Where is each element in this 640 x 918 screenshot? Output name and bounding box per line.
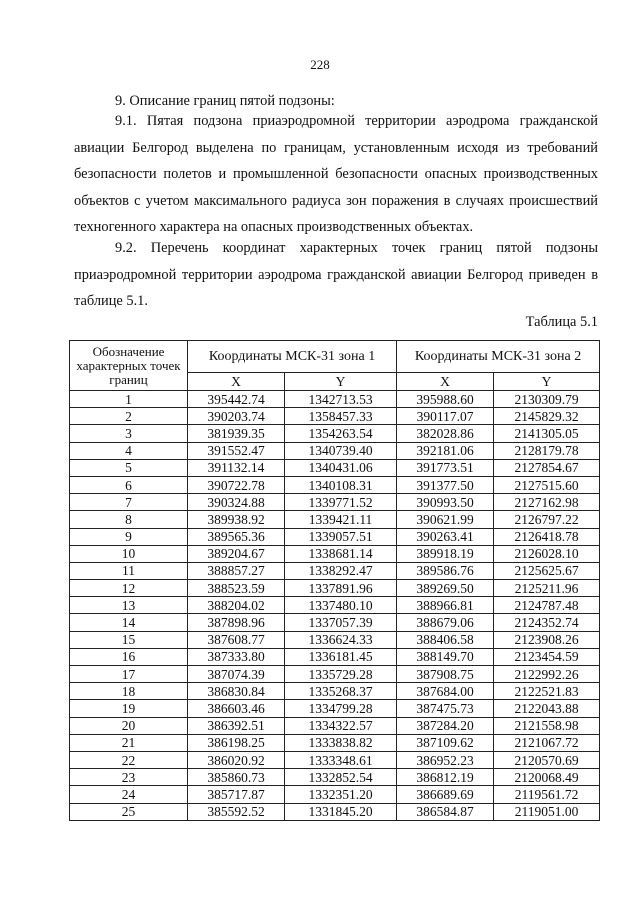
zone1-y-cell: 1331845.20	[285, 803, 397, 820]
zone1-x-cell: 387333.80	[188, 648, 285, 665]
table-row	[70, 666, 600, 683]
zone2-y-cell: 2124352.74	[494, 614, 600, 631]
zone1-y-cell: 1336624.33	[285, 631, 397, 648]
table-row	[70, 442, 600, 459]
zone2-x-cell: 387684.00	[397, 683, 494, 700]
zone2-x-cell: 386689.69	[397, 786, 494, 803]
zone2-x-cell: 389918.19	[397, 545, 494, 562]
zone2-y-cell: 2123454.59	[494, 648, 600, 665]
zone2-x-cell: 386584.87	[397, 803, 494, 820]
zone2-x-cell: 389269.50	[397, 580, 494, 597]
point-id-cell: 24	[70, 786, 188, 803]
zone1-y-cell: 1332351.20	[285, 786, 397, 803]
point-id-cell: 16	[70, 648, 188, 665]
zone1-x-cell: 390722.78	[188, 476, 285, 493]
paragraph-9-1: 9.1. Пятая подзона приаэродромной территории аэродрома гражданской авиации Белгород выделена по границам, установленным исходя из требований безопасности полетов и промышленной безопасности опасных производственных объектов с учетом максимального радиуса зон поражения в случаях происшествий техногенного характера на опасных производственных объектах.	[74, 113, 598, 235]
zone1-x-cell: 388204.02	[188, 597, 285, 614]
zone2-y-cell: 2141305.05	[494, 425, 600, 442]
zone1-y-cell: 1335268.37	[285, 683, 397, 700]
table-row	[70, 648, 600, 665]
zone2-x-cell: 389586.76	[397, 562, 494, 579]
zone2-x-cell: 387475.73	[397, 700, 494, 717]
zone1-x-cell: 389938.92	[188, 511, 285, 528]
table-caption: Таблица 5.1	[525, 314, 598, 330]
zone2-x-cell: 388149.70	[397, 648, 494, 665]
zone1-x-cell: 385860.73	[188, 769, 285, 786]
zone2-y-cell: 2121067.72	[494, 734, 600, 751]
zone2-y-cell: 2128179.78	[494, 442, 600, 459]
page-number: 228	[310, 57, 330, 72]
table-row	[70, 408, 600, 425]
zone2-y-header: Y	[494, 373, 600, 391]
zone1-x-cell: 386392.51	[188, 717, 285, 734]
zone1-x-cell: 381939.35	[188, 425, 285, 442]
zone1-y-cell: 1337480.10	[285, 597, 397, 614]
coordinates-table	[69, 340, 600, 821]
zone1-x-cell: 389565.36	[188, 528, 285, 545]
zone1-x-cell: 385592.52	[188, 803, 285, 820]
zone2-y-cell: 2127162.98	[494, 494, 600, 511]
zone2-x-header: X	[397, 373, 494, 391]
zone2-x-cell: 387284.20	[397, 717, 494, 734]
zone2-x-cell: 388966.81	[397, 597, 494, 614]
zone2-y-cell: 2120068.49	[494, 769, 600, 786]
zone1-y-cell: 1333348.61	[285, 751, 397, 768]
table-row	[70, 459, 600, 476]
table-row	[70, 683, 600, 700]
point-id-cell: 13	[70, 597, 188, 614]
point-id-cell: 19	[70, 700, 188, 717]
zone1-x-cell: 387608.77	[188, 631, 285, 648]
zone2-x-cell: 390263.41	[397, 528, 494, 545]
point-id-cell: 9	[70, 528, 188, 545]
point-id-cell: 3	[70, 425, 188, 442]
table-row	[70, 700, 600, 717]
zone1-x-cell: 395442.74	[188, 391, 285, 408]
zone2-y-cell: 2119561.72	[494, 786, 600, 803]
zone2-x-cell: 390993.50	[397, 494, 494, 511]
zone2-x-cell: 386952.23	[397, 751, 494, 768]
table-row	[70, 751, 600, 768]
point-id-cell: 15	[70, 631, 188, 648]
point-id-cell: 25	[70, 803, 188, 820]
zone2-y-cell: 2122043.88	[494, 700, 600, 717]
point-id-cell: 17	[70, 666, 188, 683]
zone2-x-cell: 390621.99	[397, 511, 494, 528]
point-id-cell: 22	[70, 751, 188, 768]
zone1-x-cell: 386830.84	[188, 683, 285, 700]
zone1-x-cell: 387074.39	[188, 666, 285, 683]
zone2-x-cell: 388406.58	[397, 631, 494, 648]
zone2-y-cell: 2120570.69	[494, 751, 600, 768]
zone1-x-cell: 391552.47	[188, 442, 285, 459]
point-id-cell: 4	[70, 442, 188, 459]
table-row	[70, 494, 600, 511]
zone1-x-cell: 386603.46	[188, 700, 285, 717]
zone2-y-cell: 2125625.67	[494, 562, 600, 579]
point-id-cell: 6	[70, 476, 188, 493]
table-row	[70, 717, 600, 734]
zone2-x-cell: 392181.06	[397, 442, 494, 459]
zone1-x-cell: 386020.92	[188, 751, 285, 768]
zone1-x-cell: 388523.59	[188, 580, 285, 597]
zone2-header: Координаты МСК-31 зона 2	[397, 341, 600, 373]
zone1-y-cell: 1338292.47	[285, 562, 397, 579]
table-row	[70, 803, 600, 820]
zone2-y-cell: 2125211.96	[494, 580, 600, 597]
point-id-cell: 18	[70, 683, 188, 700]
zone1-y-cell: 1358457.33	[285, 408, 397, 425]
point-id-cell: 5	[70, 459, 188, 476]
zone2-x-cell: 391377.50	[397, 476, 494, 493]
point-id-cell: 10	[70, 545, 188, 562]
zone2-y-cell: 2123908.26	[494, 631, 600, 648]
zone1-x-cell: 387898.96	[188, 614, 285, 631]
zone1-y-cell: 1337891.96	[285, 580, 397, 597]
zone1-y-cell: 1340108.31	[285, 476, 397, 493]
zone1-y-cell: 1334799.28	[285, 700, 397, 717]
zone2-y-cell: 2121558.98	[494, 717, 600, 734]
zone1-y-cell: 1335729.28	[285, 666, 397, 683]
zone2-y-cell: 2124787.48	[494, 597, 600, 614]
zone1-y-cell: 1340431.06	[285, 459, 397, 476]
table-row	[70, 476, 600, 493]
zone2-y-cell: 2126028.10	[494, 545, 600, 562]
zone2-y-cell: 2130309.79	[494, 391, 600, 408]
point-id-cell: 14	[70, 614, 188, 631]
paragraph-9-2: 9.2. Перечень координат характерных точек границ пятой подзоны приаэродромной территории аэродрома гражданской авиации Белгород приведен в таблице 5.1.	[74, 240, 598, 309]
zone1-y-cell: 1342713.53	[285, 391, 397, 408]
zone2-x-cell: 387908.75	[397, 666, 494, 683]
point-id-cell: 12	[70, 580, 188, 597]
zone1-y-cell: 1339421.11	[285, 511, 397, 528]
zone2-x-cell: 386812.19	[397, 769, 494, 786]
zone1-y-cell: 1339771.52	[285, 494, 397, 511]
zone2-y-cell: 2126797.22	[494, 511, 600, 528]
zone2-x-cell: 395988.60	[397, 391, 494, 408]
zone1-y-cell: 1336181.45	[285, 648, 397, 665]
table-row	[70, 614, 600, 631]
point-id-cell: 7	[70, 494, 188, 511]
table-row	[70, 511, 600, 528]
zone1-y-cell: 1338681.14	[285, 545, 397, 562]
point-id-cell: 20	[70, 717, 188, 734]
zone1-x-cell: 389204.67	[188, 545, 285, 562]
table-row	[70, 734, 600, 751]
table-row	[70, 769, 600, 786]
zone2-y-cell: 2145829.32	[494, 408, 600, 425]
zone2-y-cell: 2127854.67	[494, 459, 600, 476]
table-row	[70, 597, 600, 614]
zone2-y-cell: 2122521.83	[494, 683, 600, 700]
point-id-cell: 1	[70, 391, 188, 408]
table-row	[70, 391, 600, 408]
table-row	[70, 545, 600, 562]
zone1-y-cell: 1333838.82	[285, 734, 397, 751]
zone2-x-cell: 388679.06	[397, 614, 494, 631]
zone1-y-cell: 1340739.40	[285, 442, 397, 459]
point-id-cell: 11	[70, 562, 188, 579]
zone2-x-cell: 390117.07	[397, 408, 494, 425]
zone1-x-header: X	[188, 373, 285, 391]
zone1-x-cell: 385717.87	[188, 786, 285, 803]
zone1-y-cell: 1337057.39	[285, 614, 397, 631]
zone1-x-cell: 386198.25	[188, 734, 285, 751]
zone1-x-cell: 388857.27	[188, 562, 285, 579]
zone1-y-cell: 1332852.54	[285, 769, 397, 786]
zone2-y-cell: 2126418.78	[494, 528, 600, 545]
zone2-x-cell: 382028.86	[397, 425, 494, 442]
point-id-cell: 8	[70, 511, 188, 528]
zone1-y-cell: 1339057.51	[285, 528, 397, 545]
zone1-x-cell: 390203.74	[188, 408, 285, 425]
zone1-x-cell: 390324.88	[188, 494, 285, 511]
point-id-cell: 23	[70, 769, 188, 786]
zone1-x-cell: 391132.14	[188, 459, 285, 476]
zone1-y-header: Y	[285, 373, 397, 391]
table-row	[70, 631, 600, 648]
table-row	[70, 425, 600, 442]
point-id-cell: 2	[70, 408, 188, 425]
point-column-header: Обозначение характерных точек границ	[70, 341, 188, 391]
zone2-y-cell: 2122992.26	[494, 666, 600, 683]
zone2-y-cell: 2127515.60	[494, 476, 600, 493]
table-row	[70, 786, 600, 803]
zone2-y-cell: 2119051.00	[494, 803, 600, 820]
zone1-y-cell: 1334322.57	[285, 717, 397, 734]
table-row	[70, 528, 600, 545]
zone2-x-cell: 387109.62	[397, 734, 494, 751]
zone2-x-cell: 391773.51	[397, 459, 494, 476]
table-row	[70, 580, 600, 597]
zone1-y-cell: 1354263.54	[285, 425, 397, 442]
zone1-header: Координаты МСК-31 зона 1	[188, 341, 397, 373]
table-row	[70, 562, 600, 579]
point-id-cell: 21	[70, 734, 188, 751]
section-heading: 9. Описание границ пятой подзоны:	[115, 93, 335, 109]
